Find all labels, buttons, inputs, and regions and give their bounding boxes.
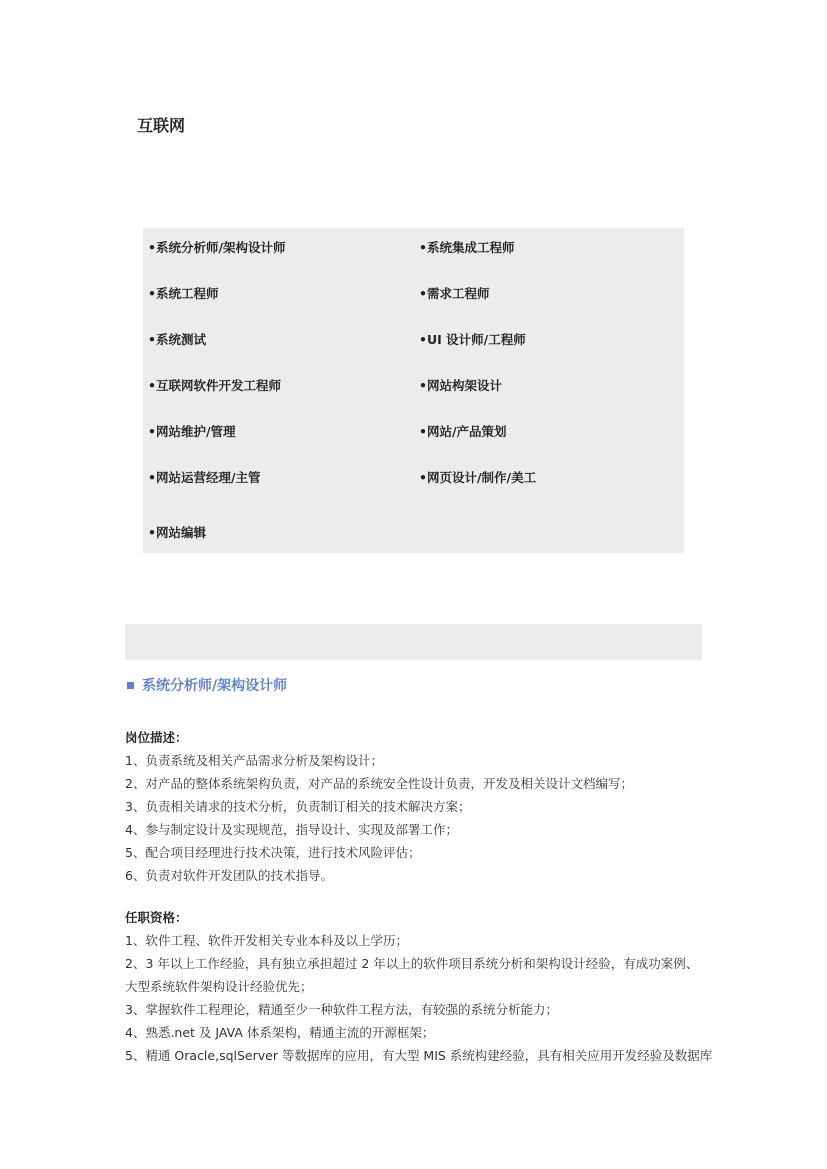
job-item: •网页设计/制作/美工 <box>419 470 537 485</box>
job-item: •网站/产品策划 <box>419 424 507 439</box>
duties-label: 岗位描述： <box>125 730 188 745</box>
duty-line: 2、对产品的整体系统架构负责，对产品的系统安全性设计负责，开发及相关设计文档编写； <box>125 776 633 791</box>
job-item: •系统分析师/架构设计师 <box>148 240 286 255</box>
job-item: •系统工程师 <box>148 286 219 301</box>
qualification-line: 4、熟悉.net 及 JAVA 体系架构，精通主流的开源框架； <box>125 1025 435 1040</box>
job-item: •UI 设计师/工程师 <box>419 332 526 347</box>
job-item: •网站构架设计 <box>419 378 502 393</box>
square-bullet-icon <box>127 682 134 689</box>
qualification-line: 1、软件工程、软件开发相关专业本科及以上学历； <box>125 933 408 948</box>
job-item: •系统集成工程师 <box>419 240 515 255</box>
section-heading-text: 系统分析师/架构设计师 <box>142 678 288 694</box>
duty-line: 4、参与制定设计及实现规范，指导设计、实现及部署工作； <box>125 822 458 837</box>
job-item: •互联网软件开发工程师 <box>148 378 281 393</box>
qualification-line: 2、3 年以上工作经验，具有独立承担超过 2 年以上的软件项目系统分析和架构设计经验，有成功案例、 <box>125 956 699 971</box>
job-item: •网站编辑 <box>148 525 206 540</box>
job-item: •系统测试 <box>148 332 206 347</box>
duty-line: 5、配合项目经理进行技术决策，进行技术风险评估； <box>125 845 421 860</box>
duty-line: 1、负责系统及相关产品需求分析及架构设计； <box>125 753 383 768</box>
qualification-line: 大型系统软件架构设计经验优先； <box>125 979 313 994</box>
duty-line: 6、负责对软件开发团队的技术指导。 <box>125 868 333 883</box>
section-divider-bar <box>125 624 702 660</box>
qualification-line: 5、精通 Oracle,sqlServer 等数据库的应用，有大型 MIS 系统构建经验，具有相关应用开发经验及数据库 <box>125 1048 713 1063</box>
job-item: •网站维护/管理 <box>148 424 236 439</box>
page-title: 互联网 <box>137 116 186 135</box>
qualification-line: 3、掌握软件工程理论，精通至少一种软件工程方法，有较强的系统分析能力； <box>125 1002 558 1017</box>
qualifications-label: 任职资格： <box>125 910 188 925</box>
duty-line: 3、负责相关请求的技术分析，负责制订相关的技术解决方案； <box>125 799 471 814</box>
job-item: •网站运营经理/主管 <box>148 470 261 485</box>
job-item: •需求工程师 <box>419 286 490 301</box>
section-heading <box>127 675 287 695</box>
